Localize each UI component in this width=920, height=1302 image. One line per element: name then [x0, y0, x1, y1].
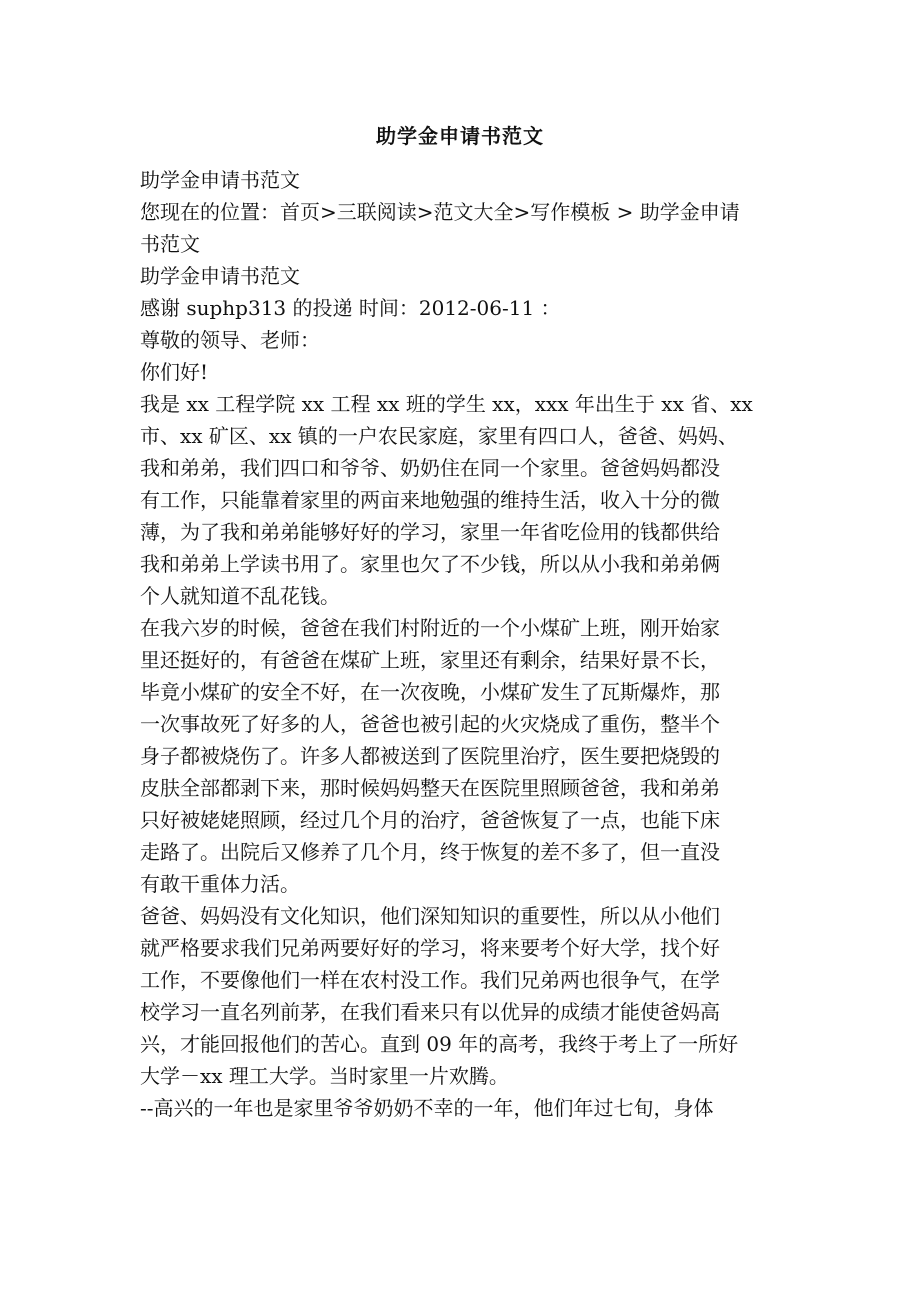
text-line: 市、xx 矿区、xx 镇的一户农民家庭，家里有四口人，爸爸、妈妈、 — [140, 424, 738, 448]
text-line: 兴，才能回报他们的苦心。直到 09 年的高考，我终于考上了一所好 — [140, 1032, 739, 1056]
text-line: 工作，不要像他们一样在农村没工作。我们兄弟两也很争气，在学 — [140, 968, 720, 992]
text-line: 您现在的位置：首页>三联阅读>范文大全>写作模板 > 助学金申请 — [140, 200, 740, 224]
text-line: 大学－xx 理工大学。当时家里一片欢腾。 — [140, 1064, 509, 1088]
text-line: 身子都被烧伤了。许多人都被送到了医院里治疗，医生要把烧毁的 — [140, 744, 720, 768]
text-line: 走路了。出院后又修养了几个月，终于恢复的差不多了，但一直没 — [140, 840, 720, 864]
document-title: 助学金申请书范文 — [376, 124, 544, 148]
text-line: 感谢 suphp313 的投递 时间：2012-06-11 ： — [140, 296, 561, 320]
text-line: 个人就知道不乱花钱。 — [140, 584, 340, 608]
text-line: 有工作，只能靠着家里的两亩来地勉强的维持生活，收入十分的微 — [140, 488, 720, 512]
text-line: 我是 xx 工程学院 xx 工程 xx 班的学生 xx，xxx 年出生于 xx 省、xx — [140, 392, 753, 416]
text-line: 我和弟弟上学读书用了。家里也欠了不少钱，所以从小我和弟弟俩 — [140, 552, 720, 576]
text-line: 爸爸、妈妈没有文化知识，他们深知知识的重要性，所以从小他们 — [140, 904, 720, 928]
text-line: 助学金申请书范文 — [140, 168, 300, 192]
text-line: 在我六岁的时候，爸爸在我们村附近的一个小煤矿上班，刚开始家 — [140, 616, 720, 640]
text-line: 助学金申请书范文 — [140, 264, 300, 288]
text-line: 有敢干重体力活。 — [140, 872, 300, 896]
text-line: 皮肤全部都剥下来，那时候妈妈整天在医院里照顾爸爸，我和弟弟 — [140, 776, 720, 800]
text-line: 薄，为了我和弟弟能够好好的学习，家里一年省吃俭用的钱都供给 — [140, 520, 720, 544]
text-line: 书范文 — [140, 232, 200, 256]
text-line: 校学习一直名列前茅，在我们看来只有以优异的成绩才能使爸妈高 — [140, 1000, 720, 1024]
text-line: 毕竟小煤矿的安全不好，在一次夜晚，小煤矿发生了瓦斯爆炸，那 — [140, 680, 720, 704]
text-line: 你们好! — [140, 360, 209, 384]
text-line: 尊敬的领导、老师： — [140, 328, 320, 352]
text-line: 里还挺好的，有爸爸在煤矿上班，家里还有剩余，结果好景不长， — [140, 648, 720, 672]
text-line: 只好被姥姥照顾，经过几个月的治疗，爸爸恢复了一点，也能下床 — [140, 808, 720, 832]
text-line: 我和弟弟，我们四口和爷爷、奶奶住在同一个家里。爸爸妈妈都没 — [140, 456, 720, 480]
document-body — [140, 164, 780, 1124]
text-line: 就严格要求我们兄弟两要好好的学习，将来要考个好大学，找个好 — [140, 936, 720, 960]
text-line: 一次事故死了好多的人，爸爸也被引起的火灾烧成了重伤，整半个 — [140, 712, 720, 736]
text-line: --高兴的一年也是家里爷爷奶奶不幸的一年，他们年过七旬，身体 — [140, 1096, 714, 1120]
